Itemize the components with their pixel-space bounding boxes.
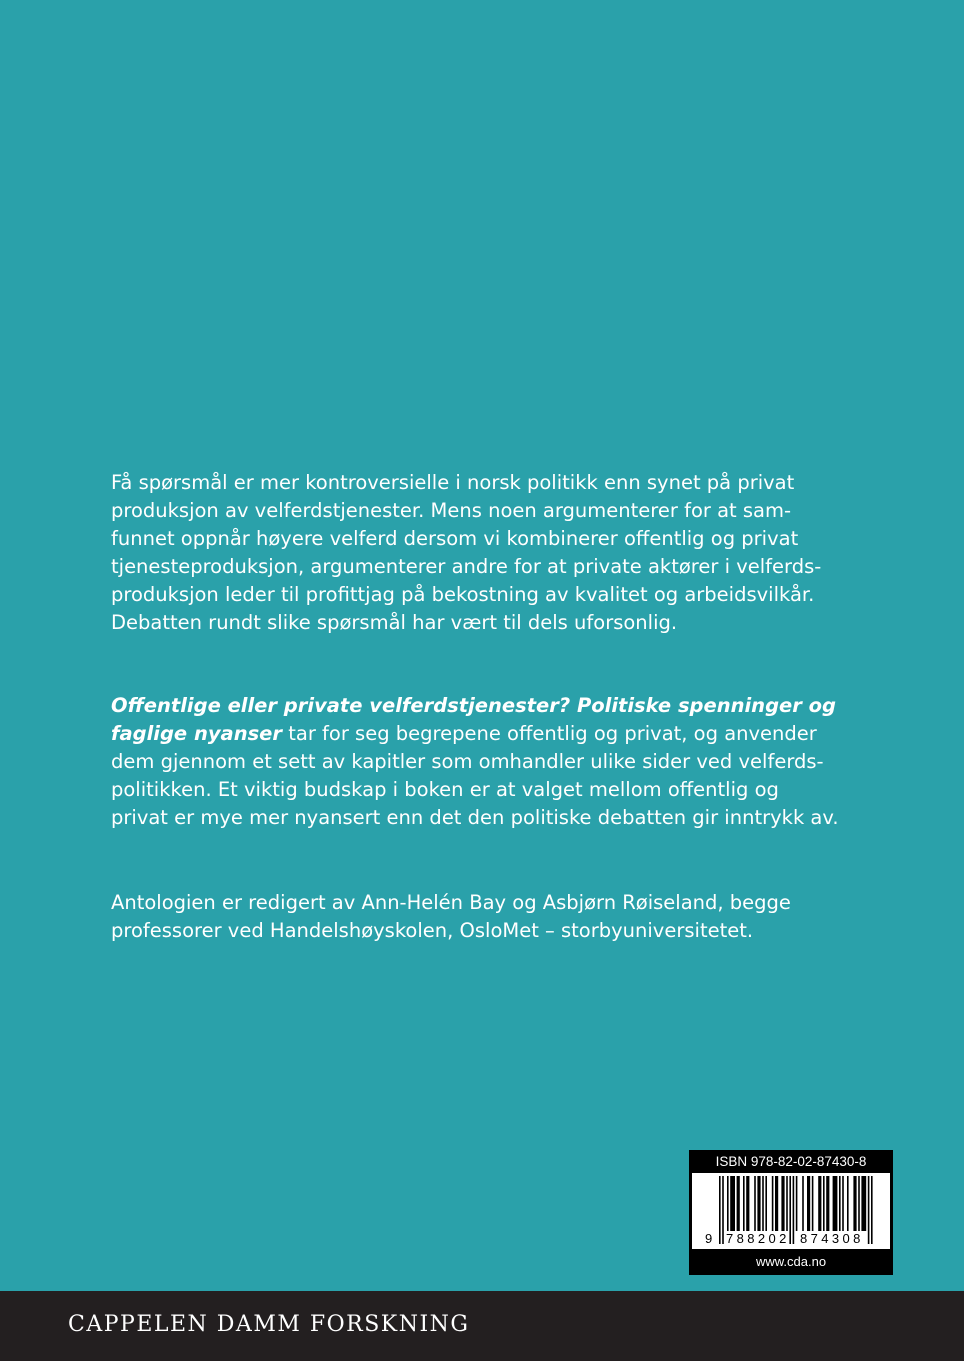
barcode-bar <box>871 1176 873 1244</box>
barcode-bar <box>793 1176 795 1244</box>
barcode-bar <box>746 1176 749 1231</box>
barcode-area <box>692 1173 890 1249</box>
isbn-barcode-box <box>689 1150 893 1275</box>
blurb-paragraph-book-summary <box>111 692 851 832</box>
text-line: dem gjennom et sett av kapitler som omhandler ulike sider ved velferds- <box>111 750 824 773</box>
text-line: tjenesteproduksjon, argumenterer andre for at private aktører i velferds- <box>111 555 822 578</box>
barcode-bar <box>826 1176 829 1231</box>
text-line: Få spørsmål er mer kontroversielle i norsk politikk enn synet på privat <box>111 471 795 494</box>
barcode-bar <box>765 1176 767 1231</box>
barcode-bar <box>762 1176 764 1231</box>
text-line: funnet oppnår høyere velferd dersom vi kombinerer offentlig og privat <box>111 527 799 550</box>
barcode-bar <box>743 1176 745 1231</box>
text-line: produksjon av velferdstjenester. Mens noen argumenterer for at sam- <box>111 499 792 522</box>
isbn-label: ISBN 978-82-02-87430-8 <box>715 1154 867 1169</box>
text-line: produksjon leder til profittjag på bekostning av kvalitet og arbeidsvilkår. <box>111 583 815 606</box>
book-title-line-2: faglige nyanser <box>111 722 283 745</box>
blurb-paragraph-editors <box>111 889 851 945</box>
text-line: Debatten rundt slike spørsmål har vært til dels uforsonlig. <box>111 611 678 634</box>
barcode-bar <box>754 1176 756 1231</box>
barcode-bar <box>861 1176 866 1231</box>
text-line <box>111 720 851 748</box>
barcode-bar <box>781 1176 784 1231</box>
barcode-bar <box>722 1176 724 1244</box>
book-title-line-1: Offentlige eller private velferdstjenester? Politiske spenninger og <box>111 694 837 717</box>
barcode-bar <box>775 1176 778 1231</box>
blurb-paragraph-intro <box>111 469 851 637</box>
barcode-bar <box>823 1176 825 1231</box>
barcode-bar <box>772 1176 774 1231</box>
barcode-bar <box>818 1176 821 1231</box>
barcode-digit-group-right: 874308 <box>800 1231 864 1246</box>
text-line: professorer ved Handelshøyskolen, OsloMet – storbyuniversitetet. <box>111 919 754 942</box>
barcode-bar <box>796 1176 798 1231</box>
barcode-bar <box>737 1176 740 1231</box>
text-line: Antologien er redigert av Ann-Helén Bay og Asbjørn Røiseland, begge <box>111 891 791 914</box>
barcode-bar <box>786 1176 788 1231</box>
text-line: politikken. Et viktig budskap i boken er at valget mellom offentlig og <box>111 778 779 801</box>
publisher-footer <box>0 1291 964 1361</box>
text-line: privat er mye mer nyansert enn det den politiske debatten gir inntrykk av. <box>111 806 839 829</box>
barcode-bar <box>853 1176 856 1231</box>
barcode-bar <box>833 1176 838 1231</box>
barcode-bar <box>858 1176 860 1231</box>
text-line-rest: tar for seg begrepene offentlig og privat, og anvender <box>282 722 817 745</box>
barcode-bar <box>812 1176 814 1231</box>
barcode-bar <box>839 1176 841 1231</box>
barcode-bar <box>719 1176 721 1244</box>
barcode-digit-prefix: 9 <box>705 1231 713 1246</box>
barcode-bar <box>757 1176 760 1231</box>
barcode-bar <box>842 1176 844 1231</box>
barcode-bar <box>868 1176 870 1244</box>
publisher-logo: CAPPELEN DAMM FORSKNING <box>68 1312 470 1337</box>
barcode-bar <box>730 1176 735 1231</box>
barcode-bar <box>807 1176 810 1231</box>
barcode-bar <box>847 1176 849 1231</box>
barcode-bar <box>802 1176 804 1231</box>
website-url: www.cda.no <box>755 1254 827 1269</box>
barcode-bar <box>727 1176 729 1231</box>
barcode-digit-group-left: 788202 <box>726 1231 790 1246</box>
